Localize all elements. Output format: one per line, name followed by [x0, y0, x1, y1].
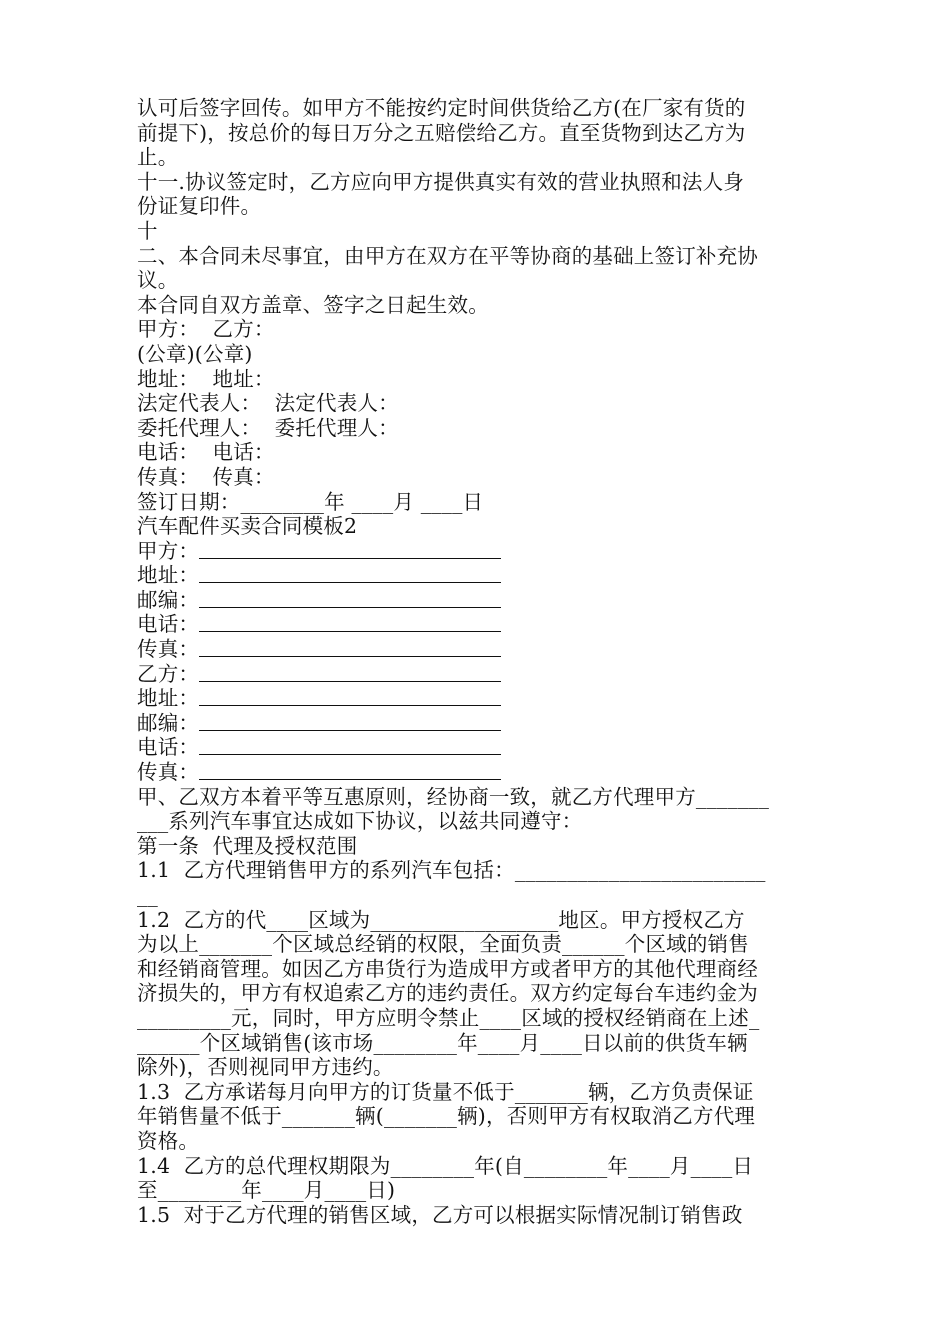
field-label: 电话： — [137, 735, 200, 760]
text-line: 1.2 乙方的代____区域为__________________地区。甲方授权乙方 — [137, 907, 745, 932]
field-label: 地址： — [137, 563, 200, 588]
field-label: 邮编： — [137, 587, 200, 612]
field-label: 传真： — [137, 760, 200, 785]
text-line: 资格。 — [137, 1128, 200, 1153]
field-label: 甲方： — [137, 538, 200, 563]
party-field-row — [137, 686, 817, 711]
text-line: 止。 — [137, 145, 179, 170]
text-line: 地址： 地址： — [137, 366, 275, 391]
field-label: 地址： — [137, 686, 200, 711]
text-line: ______个区域销售(该市场________年____月____日以前的供货车辆 — [137, 1030, 748, 1055]
text-line: 十 — [137, 218, 158, 243]
text-line: 除外)，否则视同甲方违约。 — [137, 1055, 394, 1080]
blank-fill-line — [199, 588, 501, 608]
text-line: 法定代表人： 法定代表人： — [137, 391, 399, 416]
text-line: 甲方： 乙方： — [137, 317, 275, 342]
text-line: __ — [137, 883, 158, 907]
party-field-row — [137, 662, 817, 687]
field-label: 邮编： — [137, 710, 200, 735]
contract-body — [137, 96, 817, 1227]
text-line: 汽车配件买卖合同模板2 — [137, 514, 358, 539]
party-field-row — [137, 637, 817, 662]
blank-fill-line — [199, 612, 501, 632]
blank-fill-line — [199, 539, 501, 559]
text-line: (公章)(公章) — [137, 341, 253, 366]
party-field-row — [137, 760, 817, 785]
field-label: 传真： — [137, 637, 200, 662]
text-line: 委托代理人： 委托代理人： — [137, 415, 399, 440]
party-field-row — [137, 539, 817, 564]
blank-fill-line — [199, 637, 501, 657]
text-line: 1.3 乙方承诺每月向甲方的订货量不低于_______辆，乙方负责保证 — [137, 1079, 754, 1104]
field-label: 乙方： — [137, 661, 200, 686]
text-line: 二、本合同未尽事宜，由甲方在双方在平等协商的基础上签订补充协 — [137, 243, 758, 268]
text-line: _________元，同时，甲方应明令禁止____区域的授权经销商在上述_ — [137, 1005, 760, 1030]
text-line: 电话： 电话： — [137, 440, 275, 465]
blank-fill-line — [199, 563, 501, 583]
text-line: 传真： 传真： — [137, 464, 275, 489]
text-line: 前提下)，按总价的每日万分之五赔偿给乙方。直至货物到达乙方为 — [137, 120, 746, 145]
text-line: 认可后签字回传。如甲方不能按约定时间供货给乙方(在厂家有货的 — [137, 96, 746, 120]
text-line: 份证复印件。 — [137, 194, 262, 219]
blank-fill-line — [199, 662, 501, 682]
contract-section-signatures — [137, 96, 817, 539]
text-line: 至________年____月____日) — [137, 1178, 396, 1203]
text-line: 济损失的，甲方有权追索乙方的违约责任。双方约定每台车违约金为 — [137, 981, 758, 1006]
text-line: ___系列汽车事宜达成如下协议，以兹共同遵守： — [137, 809, 583, 834]
text-line: 1.5 对于乙方代理的销售区域，乙方可以根据实际情况制订销售政 — [137, 1202, 743, 1227]
party-field-row — [137, 711, 817, 736]
text-line: 年销售量不低于_______辆(_______辆)，否则甲方有权取消乙方代理 — [137, 1104, 756, 1129]
blank-fill-line — [199, 760, 501, 780]
blank-fill-line — [199, 711, 501, 731]
text-line: 为以上_______个区域总经销的权限，全面负责______个区域的销售 — [137, 932, 749, 957]
text-line: 议。 — [137, 268, 179, 293]
text-line: 1.1 乙方代理销售甲方的系列汽车包括：________________________ — [137, 858, 766, 883]
party-field-row — [137, 563, 817, 588]
field-label: 电话： — [137, 612, 200, 637]
party-field-row — [137, 735, 817, 760]
party-field-row — [137, 612, 817, 637]
blank-fill-line — [199, 686, 501, 706]
text-line: 1.4 乙方的总代理权期限为________年(自________年____月____日 — [137, 1153, 754, 1178]
text-line: 十一.协议签定时，乙方应向甲方提供真实有效的营业执照和法人身 — [137, 169, 745, 194]
text-line: 和经销商管理。如因乙方串货行为造成甲方或者甲方的其他代理商经 — [137, 956, 758, 981]
text-line: 第一条 代理及授权范围 — [137, 833, 358, 858]
party-field-row — [137, 588, 817, 613]
text-line: 甲、乙双方本着平等互惠原则，经协商一致，就乙方代理甲方_______ — [137, 784, 770, 809]
blank-fill-line — [199, 735, 501, 755]
contract-section-agency-terms — [137, 785, 817, 1228]
text-line: 本合同自双方盖章、签字之日起生效。 — [137, 292, 489, 317]
text-line: 签订日期：________年 ____月 ____日 — [137, 489, 484, 514]
party-info-fields — [137, 539, 817, 785]
